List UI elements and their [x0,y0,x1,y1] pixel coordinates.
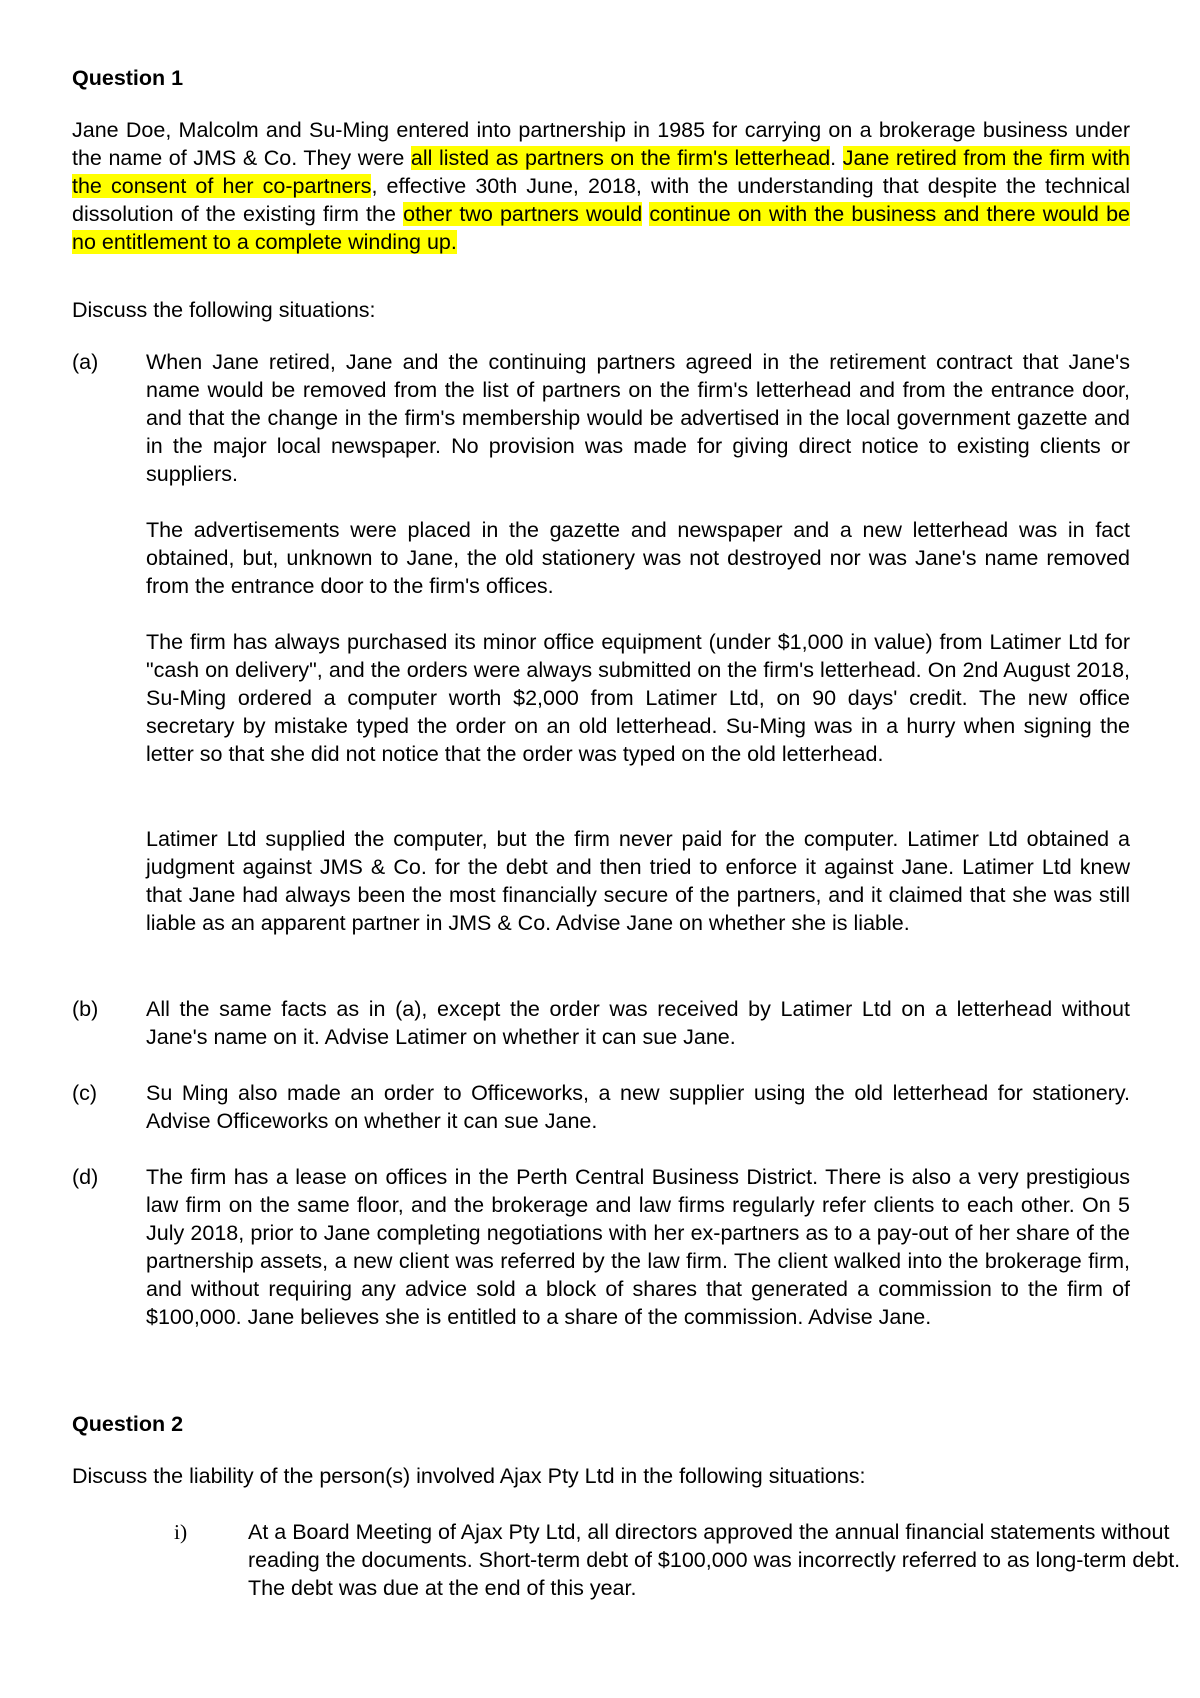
discuss-instruction: Discuss the following situations: [72,298,376,322]
item-a-paragraph-2: The advertisements were placed in the gazette and newspaper and a new letterhead was in fact obtained, but, unknown to Jane, the old stationery was not destroyed nor was Jane's name removed from the entrance door to the firm's offices. [146,518,1130,598]
item-label: (c) [72,1081,98,1105]
question-2-heading: Question 2 [72,1412,184,1436]
item-body [146,996,1130,1052]
item-b-paragraph-1: All the same facts as in (a), except the order was received by Latimer Ltd on a letterhead without Jane's name on it. Advise Latimer on whether it can sue Jane. [146,997,1130,1049]
item-body [146,1164,1130,1331]
intro-highlight-2: Jane retired from the firm with the consent of her co-partners [72,145,1130,198]
item-a-paragraph-4: Latimer Ltd supplied the computer, but the firm never paid for the computer. Latimer Ltd obtained a judgment against JMS & Co. for the debt and then tried to enforce it against Jane. Latimer Ltd knew that Jane had always been the most financially secure of the partners, and it claimed that she was still liable as an apparent partner in JMS & Co. Advise Jane on whether she is liable. [146,827,1130,935]
question-1-heading: Question 1 [72,66,184,90]
intro-highlight-3: other two partners would [403,201,643,226]
intro-text-2: . [830,145,843,170]
item-a-paragraph-1: When Jane retired, Jane and the continuing partners agreed in the retirement contract that Jane's name would be removed from the list of partners on the firm's letterhead and from the entrance door, and that the change in the firm's membership would be advertised in the local government gazette and in the major local newspaper. No provision was made for giving direct notice to existing clients or suppliers. [146,350,1130,486]
intro-highlight-1: all listed as partners on the firm's letterhead [410,145,831,170]
item-body [248,1519,1198,1603]
item-label: (b) [72,997,99,1021]
item-c-paragraph-1: Su Ming also made an order to Officeworks, a new supplier using the old letterhead for stationery. Advise Officeworks on whether it can sue Jane. [146,1081,1130,1133]
item-label: (d) [72,1165,99,1189]
question-2-intro: Discuss the liability of the person(s) involved Ajax Pty Ltd in the following situations: [72,1464,866,1488]
question-1-intro [72,117,1130,257]
item-label: i) [174,1520,188,1544]
item-body [146,1080,1130,1136]
intro-text-1: Jane Doe, Malcolm and Su-Ming entered into partnership in 1985 for carrying on a brokerage business under the name of JMS & Co. They were [72,118,1130,170]
item-d-paragraph-1: The firm has a lease on offices in the Perth Central Business District. There is also a very prestigious law firm on the same floor, and the brokerage and law firms regularly refer clients to each other. On 5 July 2018, prior to Jane completing negotiations with her ex-partners as to a pay-out of her share of the partnership assets, a new client was referred by the law firm. The client walked into the brokerage firm, and without requiring any advice sold a block of shares that generated a commission to the firm of $100,000. Jane believes she is entitled to a share of the commission. Advise Jane. [146,1165,1130,1329]
item-a-paragraph-3: The firm has always purchased its minor office equipment (under $1,000 in value) from Latimer Ltd for "cash on delivery", and the orders were always submitted on the firm's letterhead. On 2nd August 2018, Su-Ming ordered a computer worth $2,000 from Latimer Ltd, on 90 days' credit. The new office secretary by mistake typed the order on an old letterhead. Su-Ming was in a hurry when signing the letter so that she did not notice that the order was typed on the old letterhead. [146,630,1130,766]
intro-text-3: , effective 30th June, 2018, with the understanding that despite the technical dissolution of the existing firm the [72,173,1131,226]
item-label: (a) [72,350,99,374]
item-i-text: At a Board Meeting of Ajax Pty Ltd, all directors approved the annual financial statements without reading the documents. Short-term debt of $100,000 was incorrectly referred to as long-term debt. The debt was due at the end of this year. [248,1520,1181,1600]
intro-highlight-4: continue on with the business and there would be no entitlement to a complete winding up. [72,201,1130,254]
